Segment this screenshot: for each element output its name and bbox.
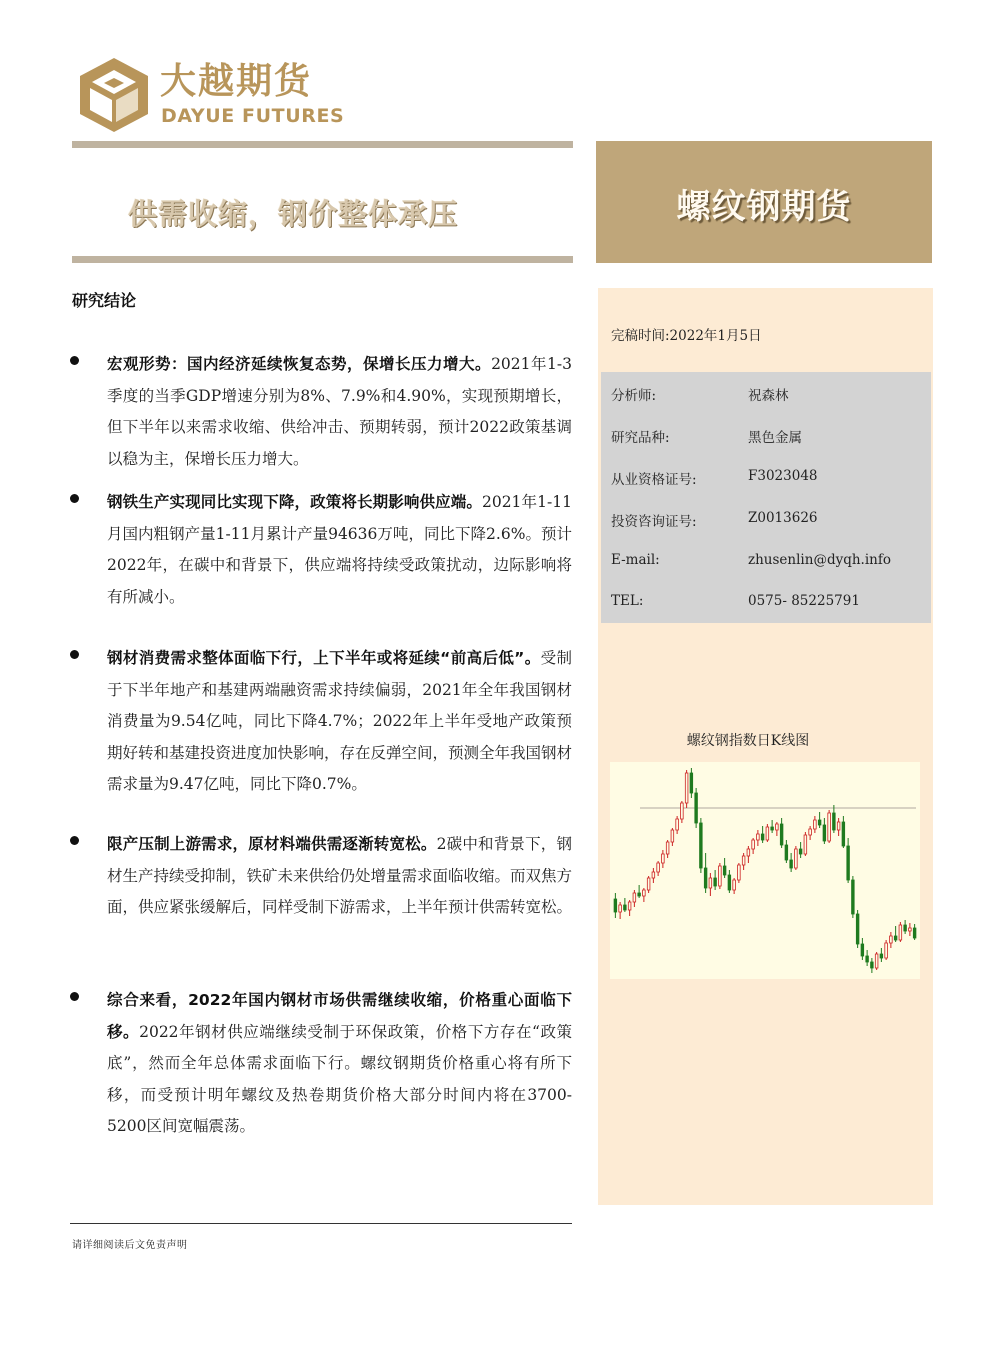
title-bottom-rule bbox=[72, 256, 573, 263]
candle-body bbox=[799, 849, 802, 854]
candle bbox=[752, 838, 755, 854]
candle-body bbox=[833, 813, 836, 830]
candle bbox=[814, 816, 817, 833]
candle-body bbox=[847, 846, 850, 880]
candle bbox=[728, 870, 731, 893]
candle bbox=[899, 922, 902, 942]
brand-name-en: DAYUE FUTURES bbox=[161, 105, 345, 127]
candle-body bbox=[809, 829, 812, 835]
bullet-dot bbox=[70, 836, 79, 845]
candle-body bbox=[842, 822, 845, 846]
kline-chart bbox=[610, 762, 920, 979]
info-label: 投资咨询证号: bbox=[611, 514, 697, 530]
bullet-dot bbox=[70, 356, 79, 365]
product-title: 螺纹钢期货 bbox=[676, 187, 852, 227]
candle bbox=[776, 822, 779, 836]
candle-body bbox=[695, 793, 698, 823]
brand-name-cn: 大越期货 bbox=[160, 61, 313, 102]
conclusion-text: 2022年钢材供应端继续受制于环保政策，价格下方存在“政策底”，然而全年总体需求面临下行。螺纹钢期货价格重心将有所下移，而受预计明年螺纹及热卷期货价格大部分时间内将在3700-5200区间宽幅震荡。 bbox=[107, 1022, 572, 1135]
candle-body bbox=[685, 773, 688, 803]
candle-body bbox=[704, 868, 707, 888]
candle-body bbox=[614, 899, 617, 912]
candle-body bbox=[652, 872, 655, 878]
conclusion-bold: 限产压制上游需求，原材料端供需逐渐转宽松。 bbox=[107, 835, 437, 853]
candle-body bbox=[904, 925, 907, 931]
candle bbox=[852, 876, 855, 918]
candle-body bbox=[818, 820, 821, 825]
candle bbox=[733, 878, 736, 894]
candle bbox=[633, 890, 636, 907]
candle-body bbox=[700, 823, 703, 868]
candle bbox=[704, 853, 707, 893]
candle-body bbox=[780, 824, 783, 845]
candle bbox=[700, 818, 703, 873]
candle-body bbox=[909, 928, 912, 931]
candle bbox=[742, 853, 745, 870]
candle-body bbox=[814, 820, 817, 829]
company-logo bbox=[78, 56, 150, 134]
candle bbox=[657, 861, 660, 876]
candle bbox=[842, 816, 845, 848]
candle bbox=[624, 898, 627, 912]
info-value: 祝森林 bbox=[748, 388, 789, 404]
candle-body bbox=[894, 936, 897, 940]
candle-body bbox=[795, 849, 798, 868]
email-link[interactable]: zhusenlin@dyqh.info bbox=[748, 552, 891, 568]
candle bbox=[709, 873, 712, 896]
candle bbox=[790, 853, 793, 872]
candle bbox=[880, 948, 883, 962]
candle bbox=[913, 924, 916, 940]
candle-body bbox=[757, 834, 760, 840]
candle-body bbox=[804, 835, 807, 854]
candle bbox=[909, 923, 912, 936]
candle bbox=[894, 926, 897, 942]
candle-body bbox=[776, 824, 779, 830]
candle-body bbox=[709, 878, 712, 888]
candle bbox=[833, 805, 836, 833]
candle bbox=[662, 850, 665, 868]
candle-body bbox=[875, 954, 878, 968]
candle-body bbox=[723, 866, 726, 875]
info-label: 研究品种: bbox=[611, 430, 670, 446]
conclusion-text: 2021年1-11月国内粗钢产量1-11月累计产量94636万吨，同比下降2.6%。预计2022年，在碳中和背景下，供应端将持续受政策扰动，边际影响将有所减小。 bbox=[107, 493, 572, 606]
candle bbox=[866, 950, 869, 966]
candle bbox=[795, 846, 798, 870]
candle-body bbox=[676, 819, 679, 830]
candle bbox=[871, 958, 874, 973]
section-heading: 研究结论 bbox=[72, 291, 137, 310]
info-value: Z0013626 bbox=[748, 510, 818, 526]
candle bbox=[628, 900, 631, 916]
candle-body bbox=[681, 803, 684, 819]
candle-body bbox=[861, 944, 864, 956]
candle-body bbox=[752, 840, 755, 849]
candle bbox=[647, 876, 650, 893]
candle bbox=[723, 858, 726, 878]
candle bbox=[738, 863, 741, 883]
conclusion-bold: 钢材消费需求整体面临下行，上下半年或将延续“前高后低”。 bbox=[107, 649, 541, 667]
candle-body bbox=[766, 827, 769, 840]
bullet-dot bbox=[70, 992, 79, 1001]
candle bbox=[875, 952, 878, 970]
conclusion-bold: 钢铁生产实现同比实现下降，政策将长期影响供应端。 bbox=[107, 493, 482, 511]
candle bbox=[671, 828, 674, 846]
candle-body bbox=[828, 813, 831, 841]
info-value: 黑色金属 bbox=[748, 430, 802, 446]
chart-caption: 螺纹钢指数日K线图 bbox=[686, 733, 810, 749]
candle-body bbox=[643, 890, 646, 896]
conclusion-item bbox=[70, 985, 572, 1143]
candle bbox=[614, 893, 617, 918]
bullet-dot bbox=[70, 494, 79, 503]
report-title: 供需收缩，钢价整体承压 bbox=[128, 197, 459, 231]
conclusion-bold: 宏观形势：国内经济延续恢复态势，保增长压力增大。 bbox=[107, 355, 492, 373]
candle-body bbox=[647, 878, 650, 890]
candle bbox=[799, 842, 802, 858]
candle-body bbox=[885, 943, 888, 958]
conclusion-text: 2碳中和背景下，钢材生产持续受抑制，铁矿未来供给仍处增量需求面临收缩。而双焦方面，供应紧张缓解后，同样受制下游需求，上半年预计供需转宽松。 bbox=[107, 835, 573, 916]
disclaimer-text: 请详细阅读后文免责声明 bbox=[72, 1240, 188, 1251]
candle-body bbox=[742, 856, 745, 865]
conclusion-bold: 综合来看，2022年国内钢材市场供需继续收缩，价格重心面临下移。 bbox=[107, 991, 572, 1041]
candle-body bbox=[785, 845, 788, 860]
candle-body bbox=[880, 954, 883, 958]
candle bbox=[695, 788, 698, 828]
candle bbox=[837, 818, 840, 836]
candle-body bbox=[856, 914, 859, 944]
candle bbox=[685, 770, 688, 808]
candle bbox=[757, 830, 760, 846]
title-top-rule bbox=[72, 141, 573, 148]
candle bbox=[904, 920, 907, 934]
candle bbox=[809, 826, 812, 840]
candle-body bbox=[871, 962, 874, 968]
conclusion-item bbox=[70, 487, 572, 613]
candle-body bbox=[728, 875, 731, 890]
candle-body bbox=[733, 880, 736, 890]
candle-body bbox=[628, 902, 631, 910]
candle bbox=[885, 940, 888, 960]
candle bbox=[666, 840, 669, 858]
candle-body bbox=[866, 956, 869, 962]
product-banner bbox=[596, 141, 932, 263]
candle-body bbox=[690, 773, 693, 793]
candle-body bbox=[823, 825, 826, 841]
candle bbox=[818, 812, 821, 828]
candle-body bbox=[852, 880, 855, 914]
candle bbox=[861, 938, 864, 960]
candle-body bbox=[633, 893, 636, 902]
completion-date: 完稿时间:2022年1月5日 bbox=[611, 328, 762, 344]
candle bbox=[828, 810, 831, 843]
info-label: 分析师: bbox=[611, 388, 657, 404]
candle-body bbox=[899, 925, 902, 940]
candle-body bbox=[738, 865, 741, 880]
candle bbox=[681, 801, 684, 823]
candle-body bbox=[666, 842, 669, 854]
candle-body bbox=[913, 928, 916, 938]
candle-body bbox=[719, 866, 722, 886]
candle-body bbox=[714, 878, 717, 886]
candle bbox=[619, 902, 622, 919]
bullet-dot bbox=[70, 650, 79, 659]
candle bbox=[785, 840, 788, 863]
candle-body bbox=[657, 863, 660, 872]
candle-body bbox=[747, 849, 750, 856]
info-label: E-mail: bbox=[611, 552, 660, 568]
candle bbox=[771, 820, 774, 833]
candle-body bbox=[638, 893, 641, 896]
info-label: TEL: bbox=[611, 593, 644, 609]
analyst-info-box bbox=[601, 372, 931, 623]
candle-body bbox=[671, 830, 674, 842]
info-value: 0575- 85225791 bbox=[748, 593, 860, 609]
candle bbox=[780, 818, 783, 848]
conclusion-item bbox=[70, 349, 572, 475]
candle bbox=[890, 932, 893, 948]
candle bbox=[766, 824, 769, 842]
conclusion-text: 2021年1-3季度的当季GDP增速分别为8%、7.9%和4.90%，实现预期增长，但下半年以来需求收缩、供给冲击、预期转弱，预计2022政策基调以稳为主，保增长压力增大。 bbox=[107, 355, 572, 468]
candle bbox=[847, 838, 850, 883]
conclusion-item bbox=[70, 829, 572, 924]
candle bbox=[643, 888, 646, 902]
candle-body bbox=[619, 905, 622, 912]
candle-body bbox=[837, 822, 840, 830]
candle-body bbox=[761, 834, 764, 840]
conclusion-text: 受制于下半年地产和基建两端融资需求持续偏弱，2021年全年我国钢材消费量为9.54亿吨，同比下降4.7%；2022年上半年受地产政策预期好转和基建投资进度加快影响，存在反弹空间，预测全年我国钢材需求量为9.47亿吨，同比下降0.7%。 bbox=[107, 649, 573, 793]
candle-body bbox=[890, 936, 893, 943]
candle bbox=[652, 868, 655, 883]
candle-body bbox=[624, 905, 627, 910]
candle-body bbox=[790, 860, 793, 868]
conclusion-item bbox=[70, 643, 572, 801]
info-label: 从业资格证号: bbox=[611, 472, 697, 488]
candle bbox=[676, 816, 679, 834]
info-value: F3023048 bbox=[748, 468, 818, 484]
candle bbox=[638, 885, 641, 898]
candle-body bbox=[771, 827, 774, 830]
candle bbox=[823, 818, 826, 844]
candle bbox=[690, 768, 693, 798]
candle bbox=[761, 826, 764, 843]
candle bbox=[719, 863, 722, 889]
candle bbox=[747, 846, 750, 863]
candle bbox=[804, 832, 807, 856]
candle-body bbox=[662, 854, 665, 863]
footer-rule bbox=[70, 1223, 572, 1224]
candle bbox=[714, 870, 717, 890]
candle bbox=[856, 910, 859, 948]
